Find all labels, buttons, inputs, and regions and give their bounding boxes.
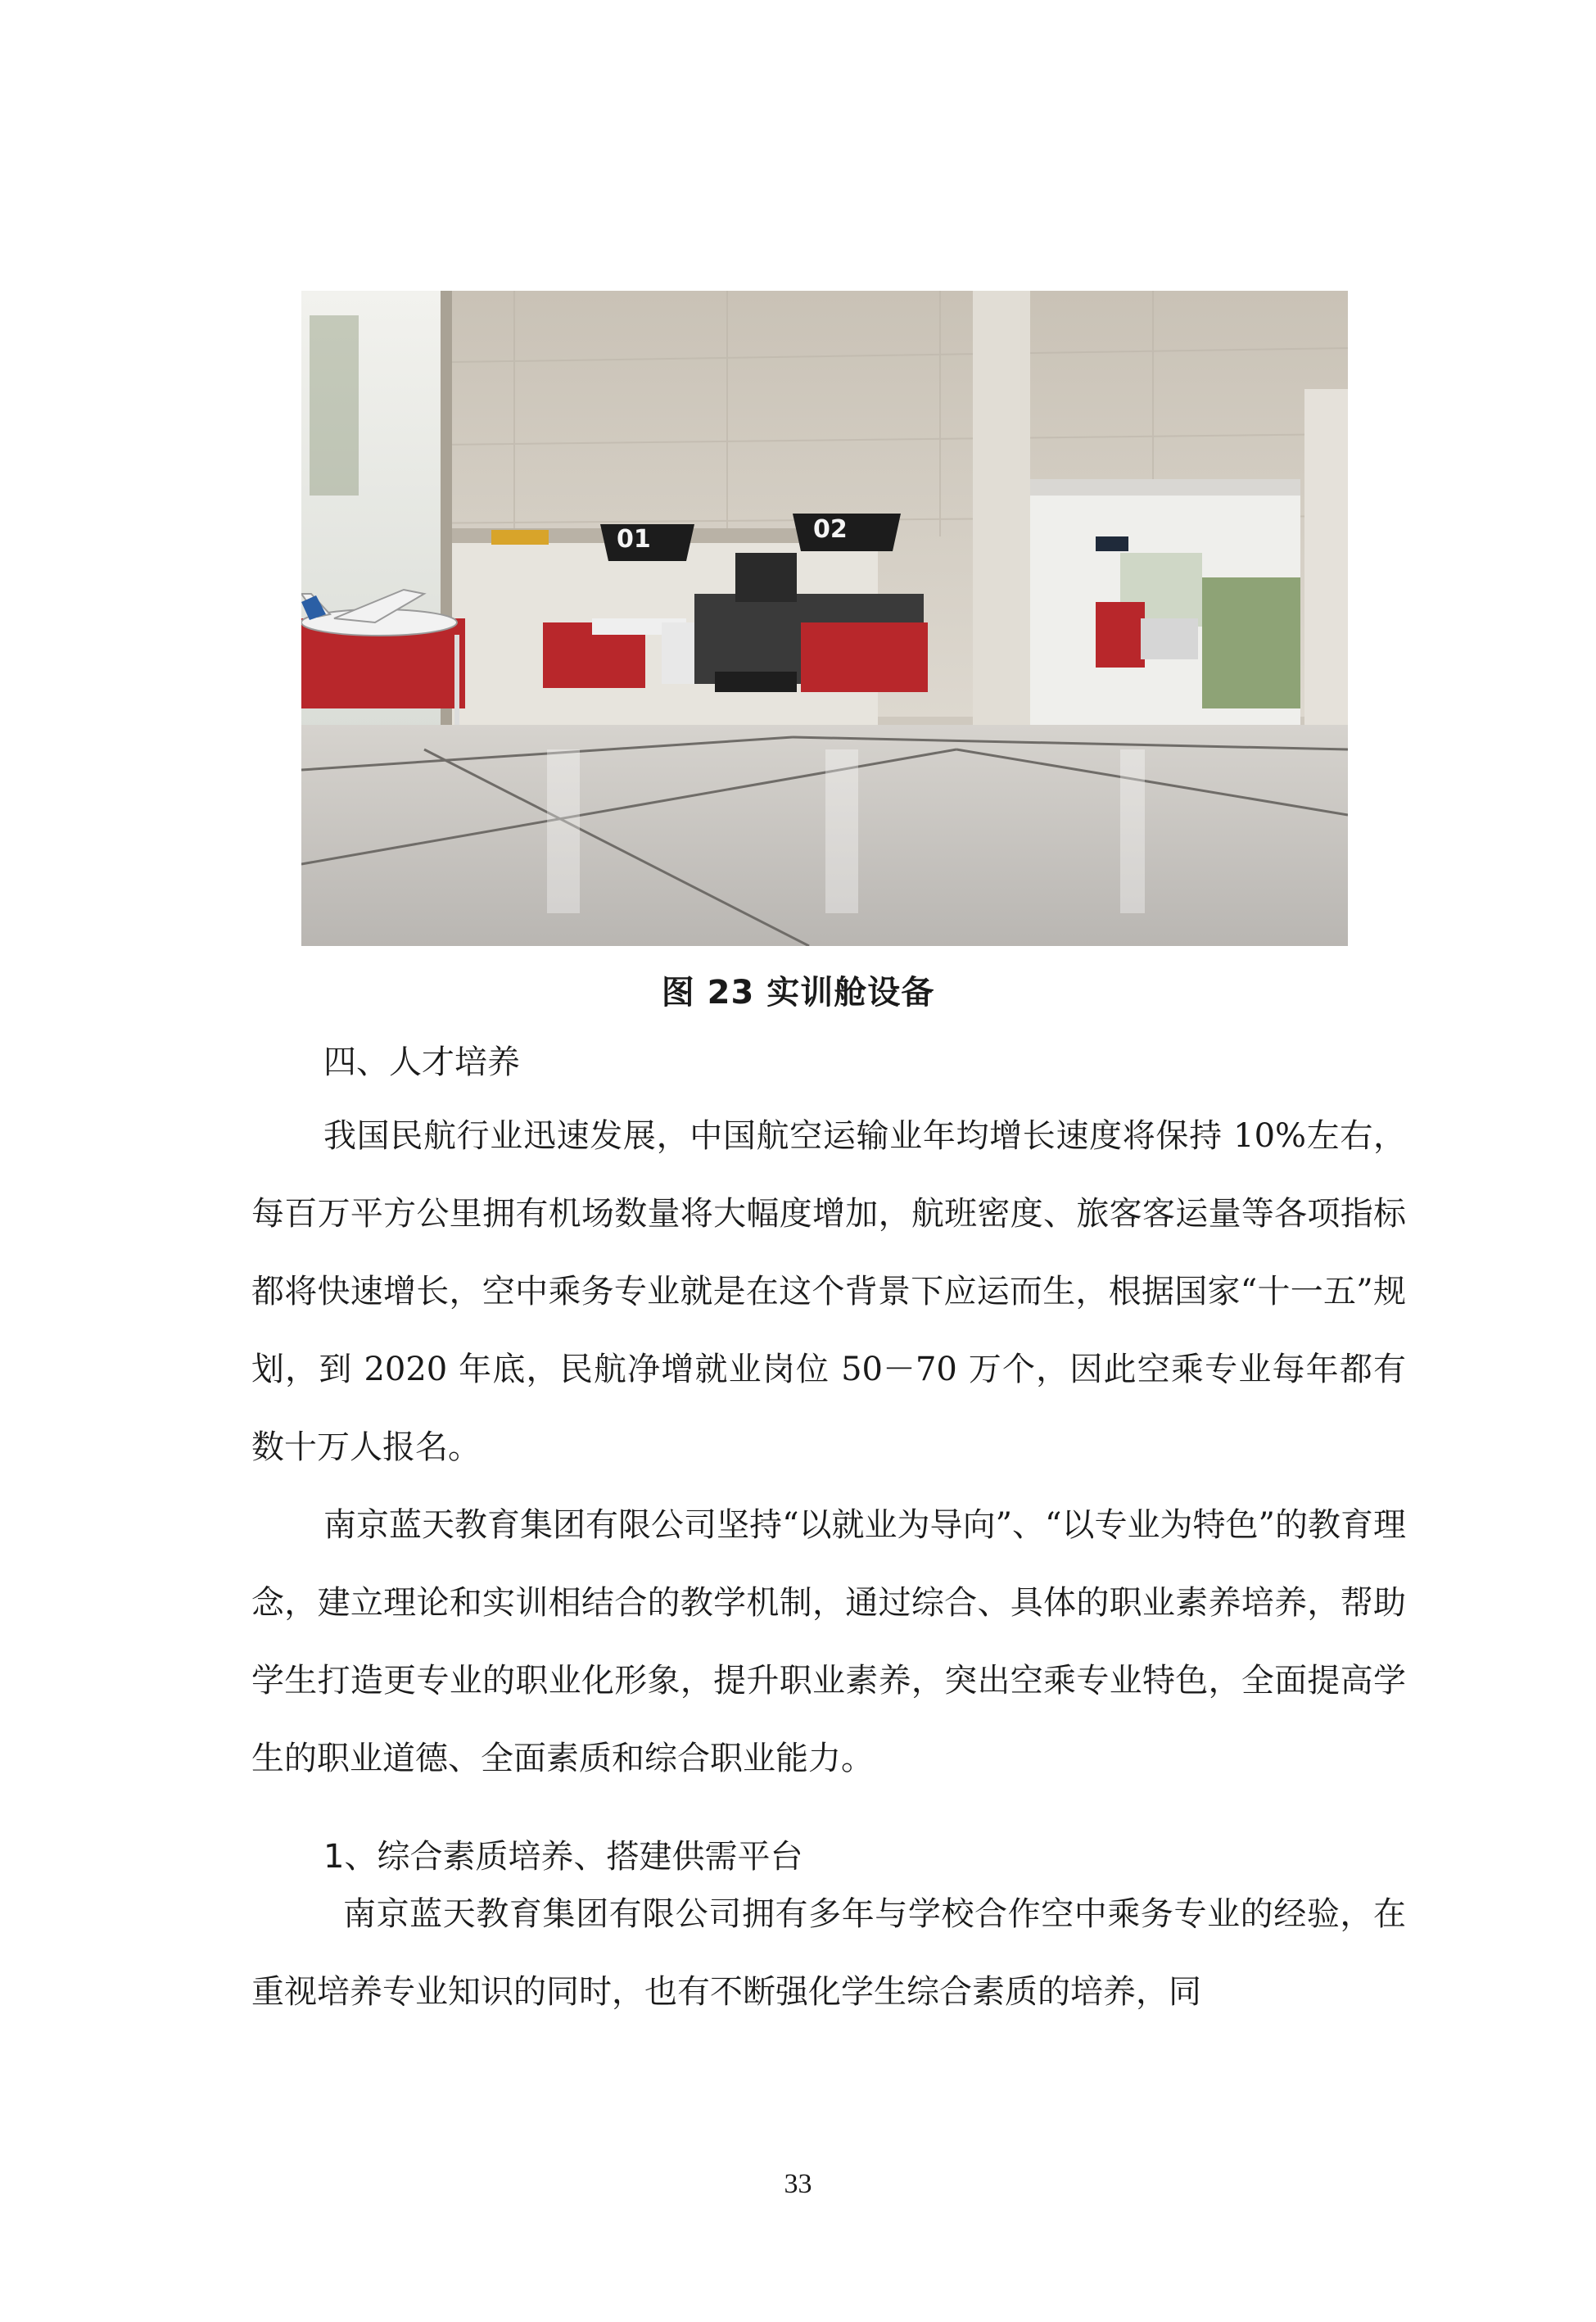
counter-sign-01: 01 xyxy=(617,525,651,554)
counter-sign-02: 02 xyxy=(813,515,848,544)
subsection-heading: 1、综合素质培养、搭建供需平台 xyxy=(323,1838,803,1876)
paragraph-3: 南京蓝天教育集团有限公司拥有多年与学校合作空中乘务专业的经验，在重视培养专业知识的同时，也有不断强化学生综合素质的培养，同 xyxy=(251,1895,1406,2011)
page-number: 33 xyxy=(784,2169,812,2199)
paragraph-1: 我国民航行业迅速发展，中国航空运输业年均增长速度将保持 10%左右，每百万平方公里拥有机场数量将大幅度增加，航班密度、旅客客运量等各项指标都将快速增长，空中乘务专业就是在这个背景下应运而生，根据国家“十一五”规划，到 2020 年底，民航净增就业岗位 50－70 万个，因此空乘专业每年都有数十万人报名。 xyxy=(251,1117,1406,1466)
training-cabin-photo xyxy=(301,291,1348,946)
section-heading: 四、人才培养 xyxy=(323,1043,520,1081)
figure-caption: 图 23 实训舱设备 xyxy=(661,974,935,1012)
paragraph-2: 南京蓝天教育集团有限公司坚持“以就业为导向”、“以专业为特色”的教育理念，建立理论和实训相结合的教学机制，通过综合、具体的职业素养培养，帮助学生打造更专业的职业化形象，提升职业素养，突出空乘专业特色，全面提高学生的职业道德、全面素质和综合职业能力。 xyxy=(251,1506,1406,1777)
